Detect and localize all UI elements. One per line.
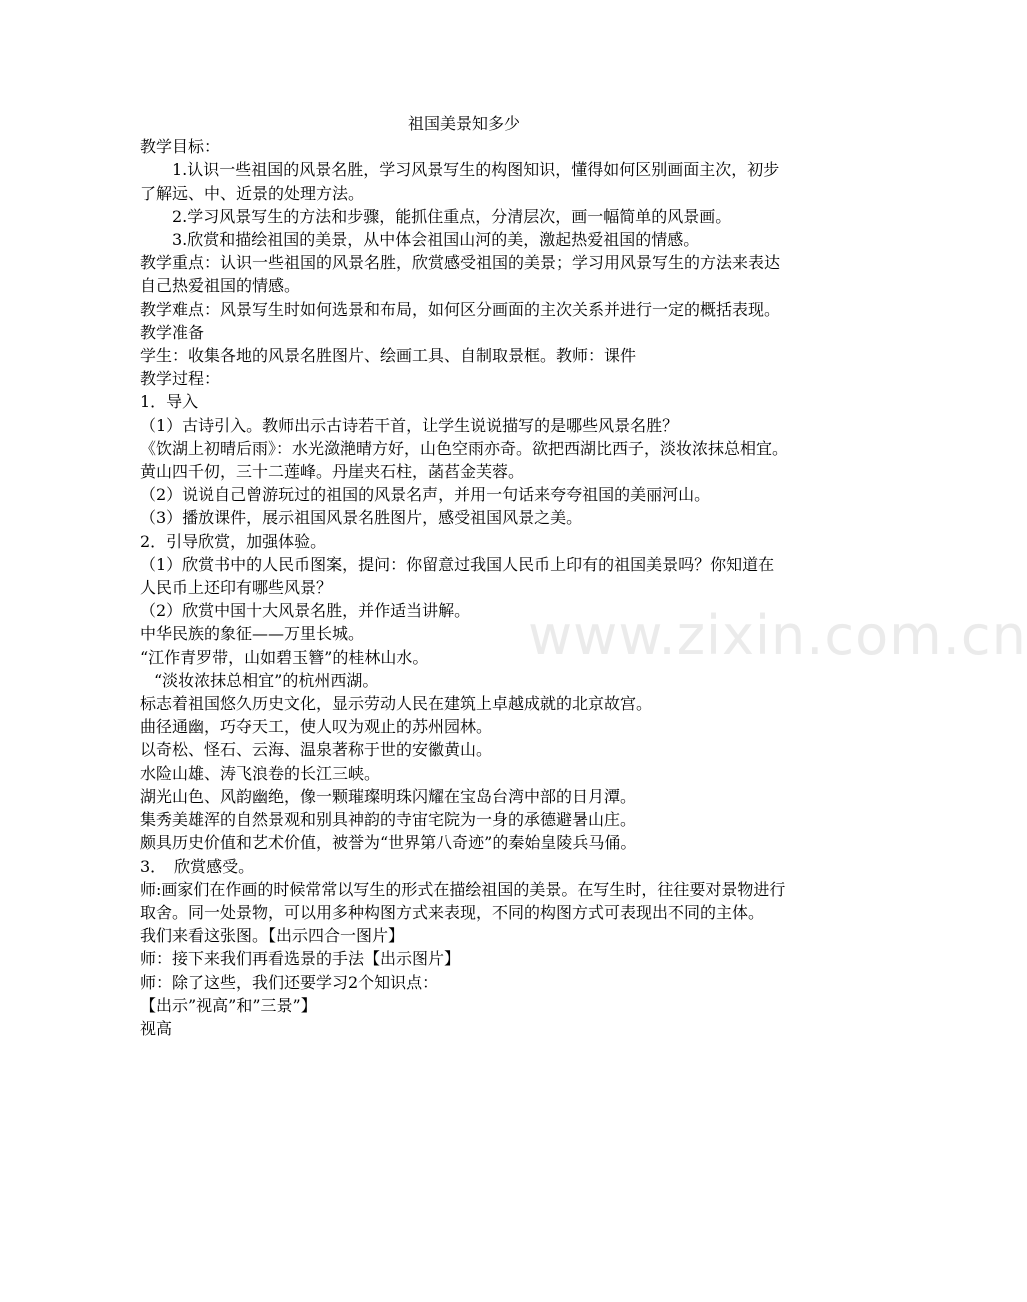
scenic-item: 中华民族的象征——万里长城。 bbox=[140, 624, 365, 644]
section-heading-objectives: 教学目标： bbox=[140, 137, 221, 157]
objective-item: 1.认识一些祖国的风景名胜，学习风景写生的构图知识，懂得如何区别画面主次，初步了解远、中、近景的处理方法。 bbox=[140, 160, 780, 203]
body-paragraph: 我们来看这张图。【出示四合一图片】 bbox=[140, 926, 405, 946]
body-paragraph: 【出示”视高”和”三景”】 bbox=[140, 995, 317, 1015]
document-title: 祖国美景知多少 bbox=[407, 114, 520, 133]
body-paragraph: （1）欣赏书中的人民币图案，提问：你留意过我国人民币上印有的祖国美景吗？你知道在人民币上还印有哪些风景？ bbox=[140, 554, 775, 598]
preparation-paragraph: 学生：收集各地的风景名胜图片、绘画工具、自制取景框。教师：课件 bbox=[140, 346, 637, 366]
step-heading: 2．引导欣赏，加强体验。 bbox=[140, 531, 327, 551]
body-paragraph: （2）说说自己曾游玩过的祖国的风景名声，并用一句话来夸夸祖国的美丽河山。 bbox=[140, 485, 711, 505]
watermark: www.zixin.com.cn bbox=[528, 604, 1027, 667]
document-body bbox=[140, 112, 788, 1040]
section-heading-preparation: 教学准备 bbox=[140, 322, 205, 342]
scenic-item: 水险山雄、涛飞浪卷的长江三峡。 bbox=[140, 763, 381, 783]
difficulties-paragraph: 教学难点：风景写生时如何选景和布局，如何区分画面的主次关系并进行一定的概括表现。 bbox=[140, 299, 781, 319]
scenic-item: 标志着祖国悠久历史文化，显示劳动人民在建筑上卓越成就的北京故宫。 bbox=[140, 694, 653, 714]
step-heading: 1．导入 bbox=[140, 392, 199, 412]
body-paragraph: 视高 bbox=[140, 1018, 173, 1038]
poem-paragraph: 黄山四千仞，三十二莲峰。丹崖夹石柱，菡萏金芙蓉。 bbox=[140, 462, 525, 482]
scenic-item: “江作青罗带，山如碧玉簪”的桂林山水。 bbox=[140, 647, 429, 667]
poem-paragraph: 《饮湖上初晴后雨》：水光潋滟晴方好，山色空雨亦奇。欲把西湖比西子，淡妆浓抹总相宜。 bbox=[140, 438, 789, 458]
body-paragraph: （1）古诗引入。教师出示古诗若干首，让学生说说描写的是哪些风景名胜？ bbox=[140, 415, 679, 435]
objective-item: 2.学习风景写生的方法和步骤，能抓住重点，分清层次，画一幅简单的风景画。 bbox=[172, 206, 732, 226]
scenic-item: 湖光山色、风韵幽绝，像一颗璀璨明珠闪耀在宝岛台湾中部的日月潭。 bbox=[140, 786, 637, 806]
scenic-item: 集秀美雄浑的自然景观和别具神韵的寺宙宅院为一身的承德避暑山庄。 bbox=[140, 810, 637, 830]
body-paragraph: 师：接下来我们再看选景的手法【出示图片】 bbox=[140, 949, 461, 969]
scenic-item: 曲径通幽，巧夺天工，使人叹为观止的苏州园林。 bbox=[140, 717, 493, 737]
scenic-item: 以奇松、怪石、云海、温泉著称于世的安徽黄山。 bbox=[140, 740, 493, 760]
key-points-paragraph: 教学重点：认识一些祖国的风景名胜，欣赏感受祖国的美景；学习用风景写生的方法来表达自己热爱祖国的情感。 bbox=[140, 253, 781, 296]
body-paragraph: （3）播放课件，展示祖国风景名胜图片，感受祖国风景之美。 bbox=[140, 508, 583, 528]
scenic-item: 颇具历史价值和艺术价值，被誉为“世界第八奇迹”的秦始皇陵兵马俑。 bbox=[140, 833, 637, 853]
scenic-item: “淡妆浓抹总相宜”的杭州西湖。 bbox=[154, 670, 379, 690]
step-heading: 3． 欣赏感受。 bbox=[140, 856, 255, 876]
section-heading-process: 教学过程： bbox=[140, 369, 221, 389]
objective-item: 3.欣赏和描绘祖国的美景，从中体会祖国山河的美，激起热爱祖国的情感。 bbox=[172, 230, 700, 250]
body-paragraph: 师：除了这些，我们还要学习2个知识点： bbox=[140, 972, 439, 992]
body-paragraph: 师:画家们在作画的时候常常以写生的形式在描绘祖国的美景。在写生时，往往要对景物进行取舍。同一处景物，可以用多种构图方式来表现，不同的构图方式可表现出不同的主体。 bbox=[140, 879, 786, 922]
body-paragraph: （2）欣赏中国十大风景名胜，并作适当讲解。 bbox=[140, 601, 471, 621]
